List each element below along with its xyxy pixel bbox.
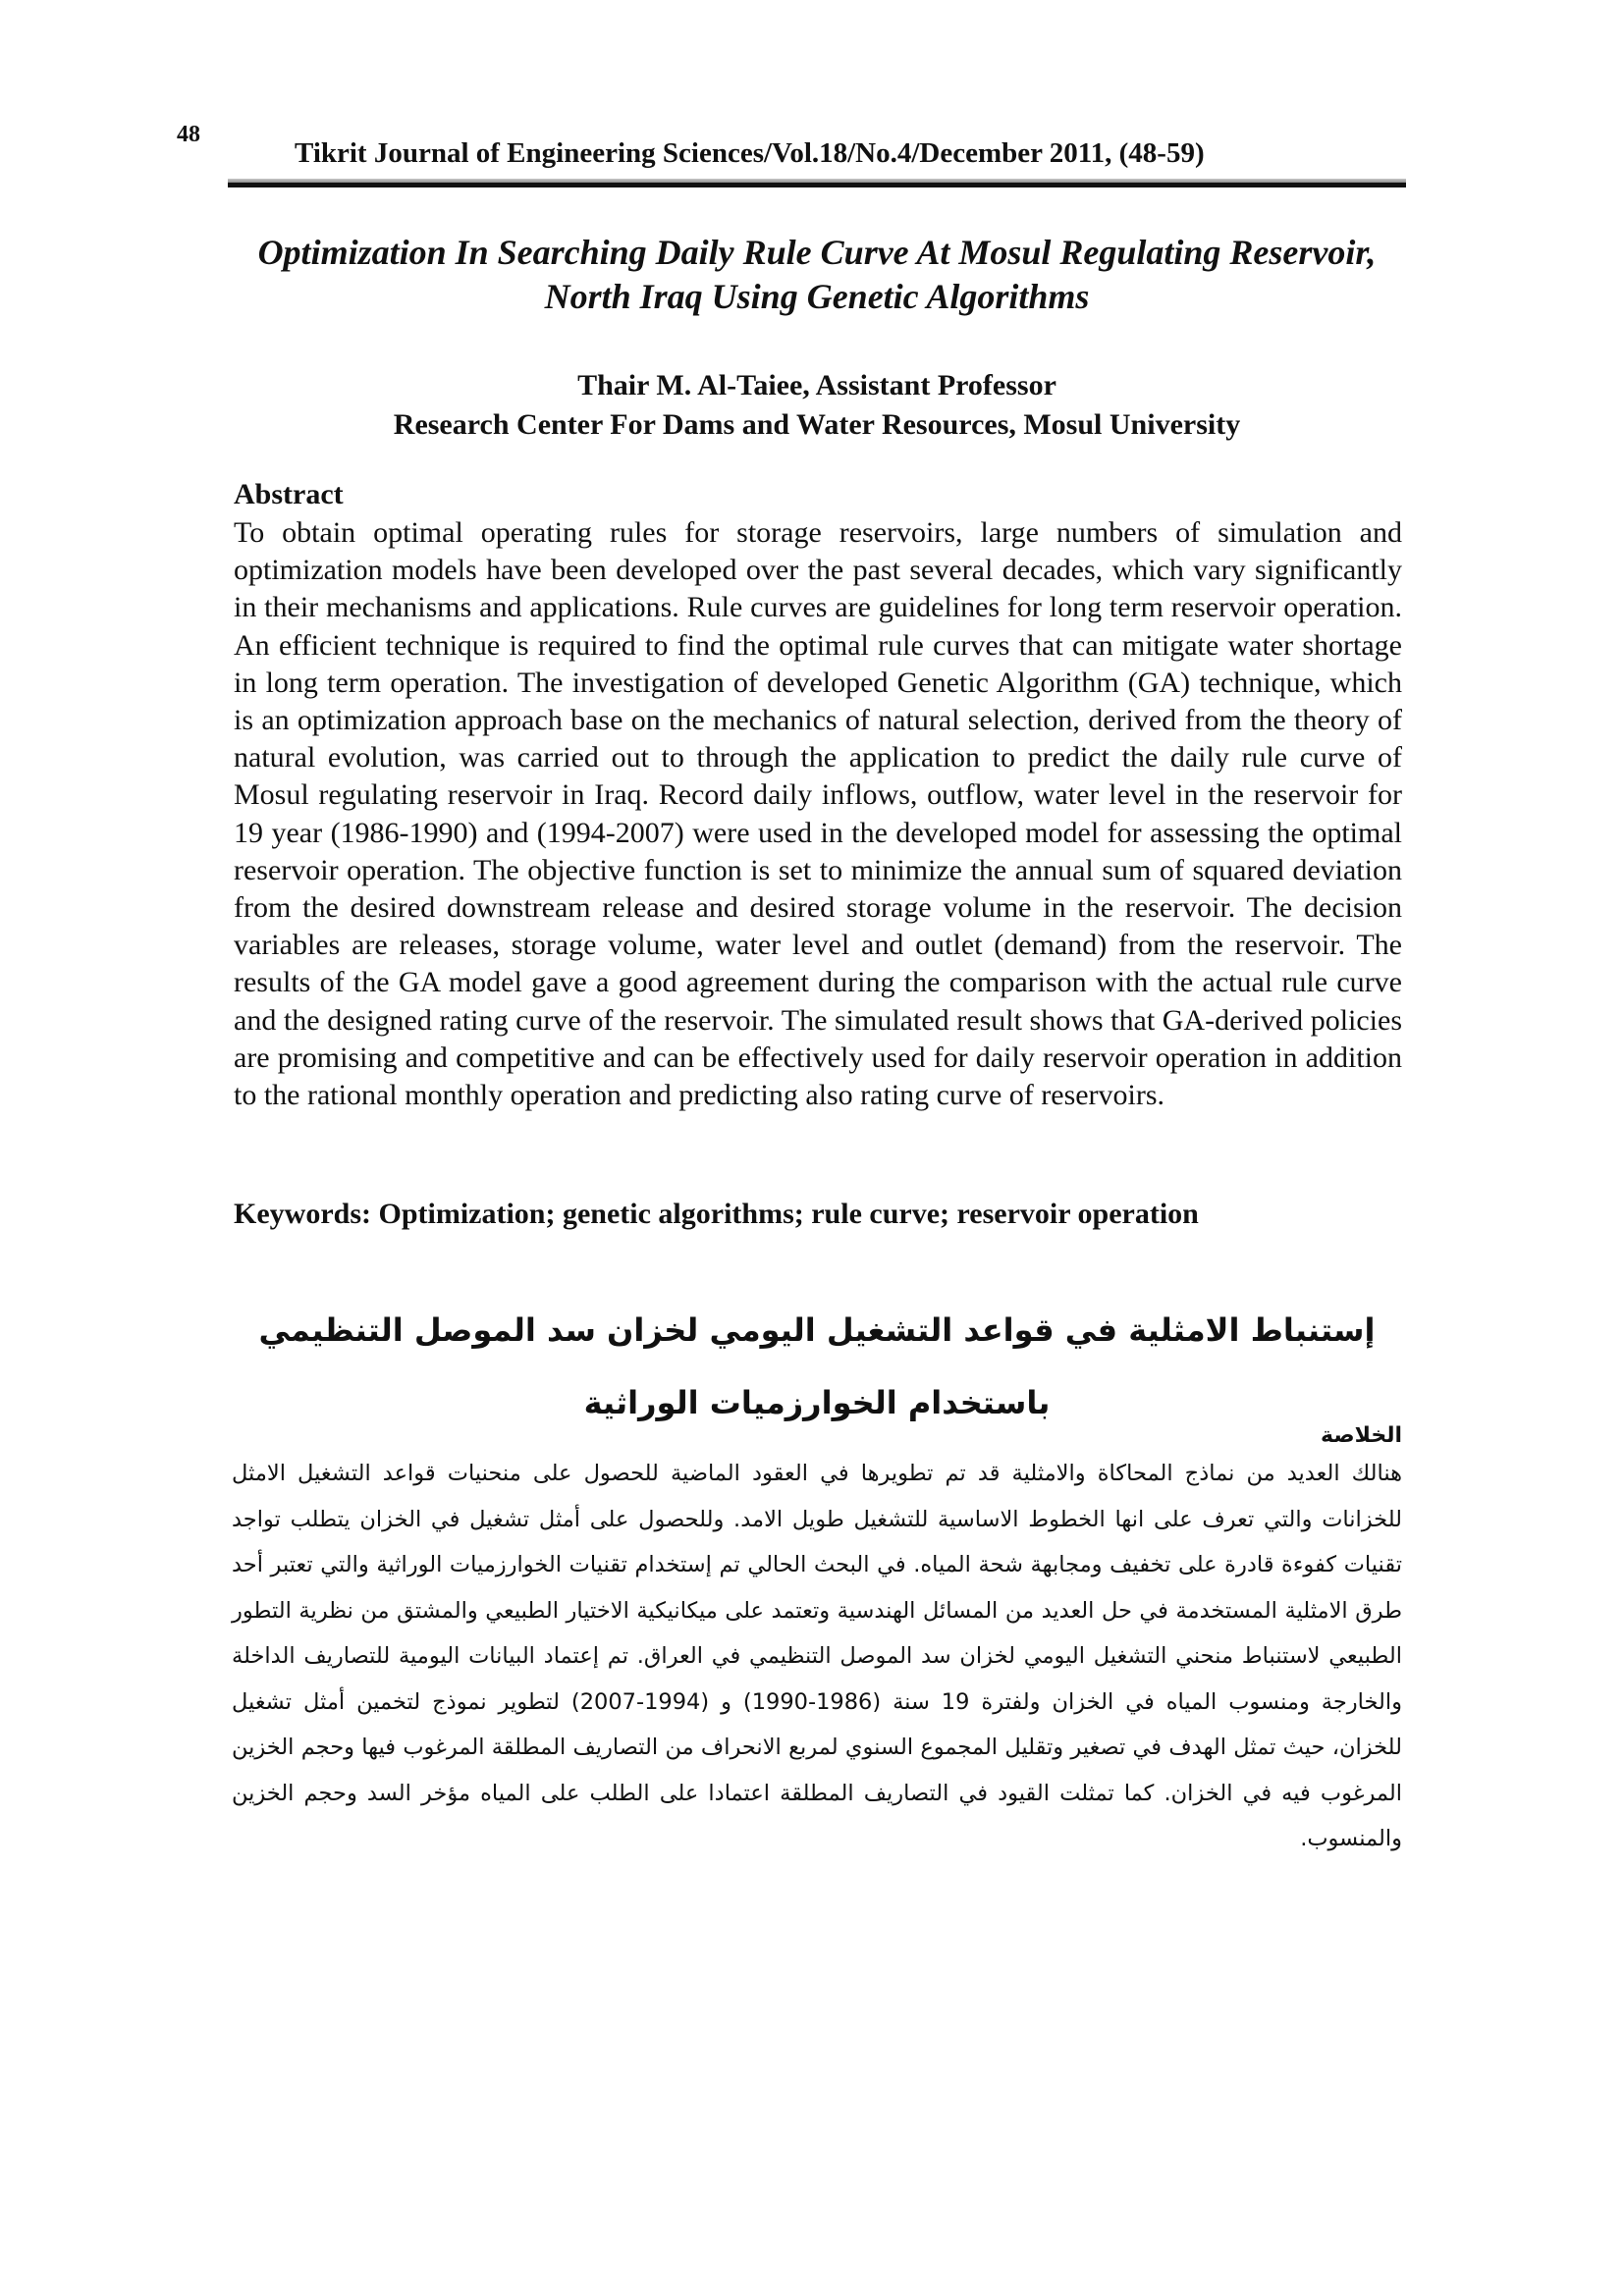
abstract-heading: Abstract (234, 478, 344, 510)
page-number: 48 (177, 122, 200, 147)
author-affiliation: Research Center For Dams and Water Resources, Mosul University (393, 408, 1241, 441)
arabic-title: إستنباط الامثلية في قواعد التشغيل اليومي لخزان سد الموصل التنظيمي باستخدام الخوارزميات الوراثية (258, 1311, 1376, 1421)
keywords: Keywords: Optimization; genetic algorithms; rule curve; reservoir operation (234, 1198, 1199, 1230)
arabic-abstract-heading: الخلاصة (1321, 1423, 1402, 1448)
abstract-body: To obtain optimal operating rules for storage reservoirs, large numbers of simulation and optimization models have been developed over the past several decades, which vary significantly in their mechanisms and applications. Rule curves are guidelines for long term reservoir operation. An efficient technique is required to find the optimal rule curves that can mitigate water shortage in long term operation. The investigation of developed Genetic Algorithm (GA) technique, which is an optimization approach base on the mechanics of natural selection, derived from the theory of natural evolution, was carried out to through the application to predict the daily rule curve of Mosul regulating reservoir in Iraq. Record daily inflows, outflow, water level in the reservoir for 19 year (1986-1990) and (1994-2007) were used in the developed model for assessing the optimal reservoir operation. The objective function is set to minimize the annual sum of squared deviation from the desired downstream release and desired storage volume in the reservoir. The decision variables are releases, storage volume, water level and outlet (demand) from the reservoir. The results of the GA model gave a good agreement during the comparison with the actual rule curve and the designed rating curve of the reservoir. The simulated result shows that GA-derived policies are promising and competitive and can be effectively used for daily reservoir operation in addition to the rational monthly operation and predicting also rating curve of reservoirs. (234, 516, 1402, 1112)
author-block (228, 366, 1406, 445)
journal-running-header: Tikrit Journal of Engineering Sciences/Vol.18/No.4/December 2011, (48-59) (295, 137, 1205, 169)
author-name: Thair M. Al-Taiee, Assistant Professor (577, 369, 1056, 401)
arabic-abstract-body: هنالك العديد من نماذج المحاكاة والامثلية قد تم تطويرها في العقود الماضية للحصول على منحنيات قواعد التشغيل الامثل للخزانات والتي تعرف على انها الخطوط الاساسية للتشغيل طويل الامد. وللحصول على أمثل تشغيل في الخزان يتطلب تواجد تقنيات كفوءة قادرة على تخفيف ومجابهة شحة المياه. في البحث الحالي تم إستخدام تقنيات الخوارزميات الوراثية والتي تعتبر أحد طرق الامثلية المستخدمة في حل العديد من المسائل الهندسية وتعتمد على ميكانيكية الاختيار الطبيعي والمشتق من نظرية التطور الطبيعي لاستنباط منحني التشغيل اليومي لخزان سد الموصل التنظيمي في العراق. تم إعتماد البيانات اليومية للتصاريف الداخلة والخارجة ومنسوب المياه في الخزان ولفترة 19 سنة (1986-1990) و (1994-2007) لتطوير نموذج لتخمين أمثل تشغيل للخزان، حيث تمثل الهدف في تصغير وتقليل المجموع السنوي لمربع الانحراف من التصاريف المطلقة المرغوب فيها وحجم الخزين المرغوب فيه في الخزان. كما تمثلت القيود في التصاريف المطلقة اعتمادا على الطلب على المياه مؤخر السد وحجم الخزين والمنسوب. (232, 1461, 1402, 1851)
paper-title: Optimization In Searching Daily Rule Curve At Mosul Regulating Reservoir, North Iraq Using Genetic Algorithms (257, 233, 1377, 316)
header-divider (228, 179, 1406, 187)
